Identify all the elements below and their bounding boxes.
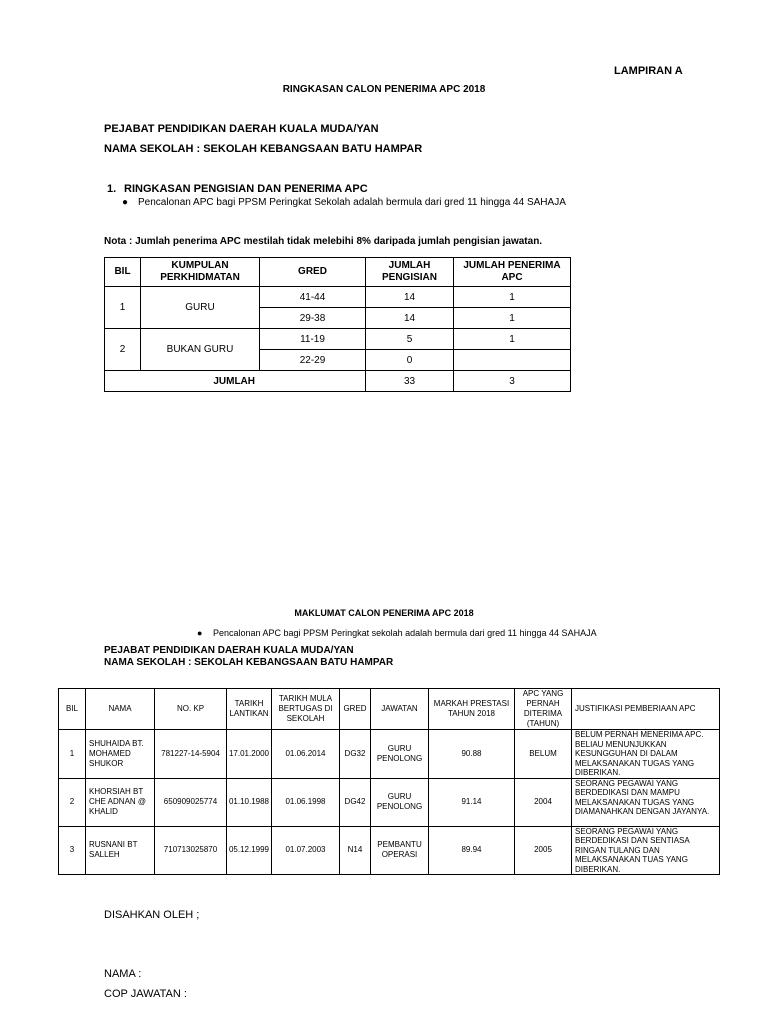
header-jawatan: JAWATAN (371, 689, 429, 730)
pejabat-line: PEJABAT PENDIDIKAN DAERAH KUALA MUDA/YAN (104, 645, 354, 656)
lampiran-label: LAMPIRAN A (614, 65, 683, 77)
markah-cell: 90.88 (429, 730, 515, 779)
section2-title: MAKLUMAT CALON PENERIMA APC 2018 (294, 608, 474, 618)
table-row (105, 287, 571, 308)
section-number: 1. (107, 183, 117, 195)
candidates-table (58, 688, 720, 875)
gred-cell: 41-44 (260, 287, 366, 308)
justifikasi-cell: SEORANG PEGAWAI YANG BERDEDIKASI DAN SENTIASA RINGAN TULANG DAN MELAKSANAKAN TUAS YANG DIBERIKAN. (572, 826, 720, 875)
bil-cell: 3 (59, 826, 86, 875)
gred-cell: N14 (340, 826, 371, 875)
bullet-item (122, 197, 566, 208)
header-bertugas: TARIKH MULA BERTUGAS DI SEKOLAH (272, 689, 340, 730)
jawatan-cell: GURU PENOLONG (371, 778, 429, 826)
header-pengisian: JUMLAH PENGISIAN (366, 258, 454, 287)
header-kumpulan: KUMPULAN PERKHIDMATAN (141, 258, 260, 287)
gred-cell: DG32 (340, 730, 371, 779)
summary-header-row (105, 258, 571, 287)
bil-cell: 2 (59, 778, 86, 826)
document-title: RINGKASAN CALON PENERIMA APC 2018 (282, 84, 486, 95)
header-markah: MARKAH PRESTASI TAHUN 2018 (429, 689, 515, 730)
penerima-cell: 1 (454, 308, 571, 329)
jumlah-label: JUMLAH (105, 371, 366, 392)
candidates-header-row (59, 689, 720, 730)
disahkan-label: DISAHKAN OLEH ; (104, 909, 200, 921)
lantikan-cell: 05.12.1999 (227, 826, 272, 875)
header-gred: GRED (340, 689, 371, 730)
kp-cell: 710713025870 (155, 826, 227, 875)
apc-pernah-cell: BELUM (515, 730, 572, 779)
header-nama: NAMA (86, 689, 155, 730)
sekolah-line: NAMA SEKOLAH : SEKOLAH KEBANGSAAN BATU HAMPAR (104, 657, 394, 668)
nama-cell: KHORSIAH BT CHE ADNAN @ KHALID (86, 778, 155, 826)
table-row (59, 730, 720, 779)
header-lantikan: TARIKH LANTIKAN (227, 689, 272, 730)
header-gred: GRED (260, 258, 366, 287)
bertugas-cell: 01.06.1998 (272, 778, 340, 826)
pejabat-line: PEJABAT PENDIDIKAN DAERAH KUALA MUDA/YAN (104, 123, 379, 135)
bertugas-cell: 01.06.2014 (272, 730, 340, 779)
summary-table (104, 257, 571, 392)
bullet-icon: ● (122, 197, 129, 208)
header-justifikasi: JUSTIFIKASI PEMBERIAAN APC (572, 689, 720, 730)
kumpulan-cell: BUKAN GURU (141, 329, 260, 371)
gred-cell: 29-38 (260, 308, 366, 329)
total-row (105, 371, 571, 392)
table-row (59, 778, 720, 826)
cop-jawatan-label: COP JAWATAN : (104, 988, 187, 1000)
bil-cell: 1 (105, 287, 141, 329)
nama-cell: RUSNANI BT SALLEH (86, 826, 155, 875)
justifikasi-cell: BELUM PERNAH MENERIMA APC. BELIAU MENUNJUKKAN KESUNGGUHAN DI DALAM MELAKSANAKAN TUGAS YANG DIBERIKAN. (572, 730, 720, 779)
pengisian-cell: 14 (366, 308, 454, 329)
bertugas-cell: 01.07.2003 (272, 826, 340, 875)
pengisian-cell: 14 (366, 287, 454, 308)
markah-cell: 89.94 (429, 826, 515, 875)
table-row (105, 329, 571, 350)
nama-label: NAMA : (104, 968, 142, 980)
header-penerima: JUMLAH PENERIMA APC (454, 258, 571, 287)
section-heading-text: RINGKASAN PENGISIAN DAN PENERIMA APC (124, 183, 368, 195)
gred-cell: 11-19 (260, 329, 366, 350)
lantikan-cell: 17.01.2000 (227, 730, 272, 779)
sekolah-line: NAMA SEKOLAH : SEKOLAH KEBANGSAAN BATU HAMPAR (104, 143, 423, 155)
header-kp: NO. KP (155, 689, 227, 730)
jawatan-cell: PEMBANTU OPERASI (371, 826, 429, 875)
kumpulan-cell: GURU (141, 287, 260, 329)
bil-cell: 2 (105, 329, 141, 371)
kp-cell: 781227-14-5904 (155, 730, 227, 779)
bullet-text: Pencalonan APC bagi PPSM Peringkat sekolah adalah bermula dari gred 11 hingga 44 SAHAJA (213, 628, 597, 638)
pengisian-cell: 0 (366, 350, 454, 371)
bullet-icon: ● (197, 628, 203, 638)
gred-cell: 22-29 (260, 350, 366, 371)
penerima-cell (454, 350, 571, 371)
jawatan-cell: GURU PENOLONG (371, 730, 429, 779)
pengisian-cell: 5 (366, 329, 454, 350)
gred-cell: DG42 (340, 778, 371, 826)
header-bil: BIL (59, 689, 86, 730)
penerima-cell: 1 (454, 329, 571, 350)
bil-cell: 1 (59, 730, 86, 779)
header-bil: BIL (105, 258, 141, 287)
markah-cell: 91.14 (429, 778, 515, 826)
kp-cell: 650909025774 (155, 778, 227, 826)
bullet-text: Pencalonan APC bagi PPSM Peringkat Sekolah adalah bermula dari gred 11 hingga 44 SAHAJA (138, 197, 566, 208)
bullet-item (197, 628, 597, 638)
apc-pernah-cell: 2004 (515, 778, 572, 826)
penerima-cell: 1 (454, 287, 571, 308)
total-pengisian: 33 (366, 371, 454, 392)
total-penerima: 3 (454, 371, 571, 392)
nota-text: Nota : Jumlah penerima APC mestilah tidak melebihi 8% daripada jumlah pengisian jawatan. (104, 236, 543, 247)
lantikan-cell: 01.10.1988 (227, 778, 272, 826)
apc-pernah-cell: 2005 (515, 826, 572, 875)
header-apc-pernah: APC YANG PERNAH DITERIMA (TAHUN) (515, 689, 572, 730)
table-row (59, 826, 720, 875)
section-heading (107, 183, 368, 195)
justifikasi-cell: SEORANG PEGAWAI YANG BERDEDIKASI DAN MAMPU MELAKSANAKAN TUGAS YANG DIAMANAHKAN DENGAN JAYANYA. (572, 778, 720, 826)
nama-cell: SHUHAIDA BT. MOHAMED SHUKOR (86, 730, 155, 779)
